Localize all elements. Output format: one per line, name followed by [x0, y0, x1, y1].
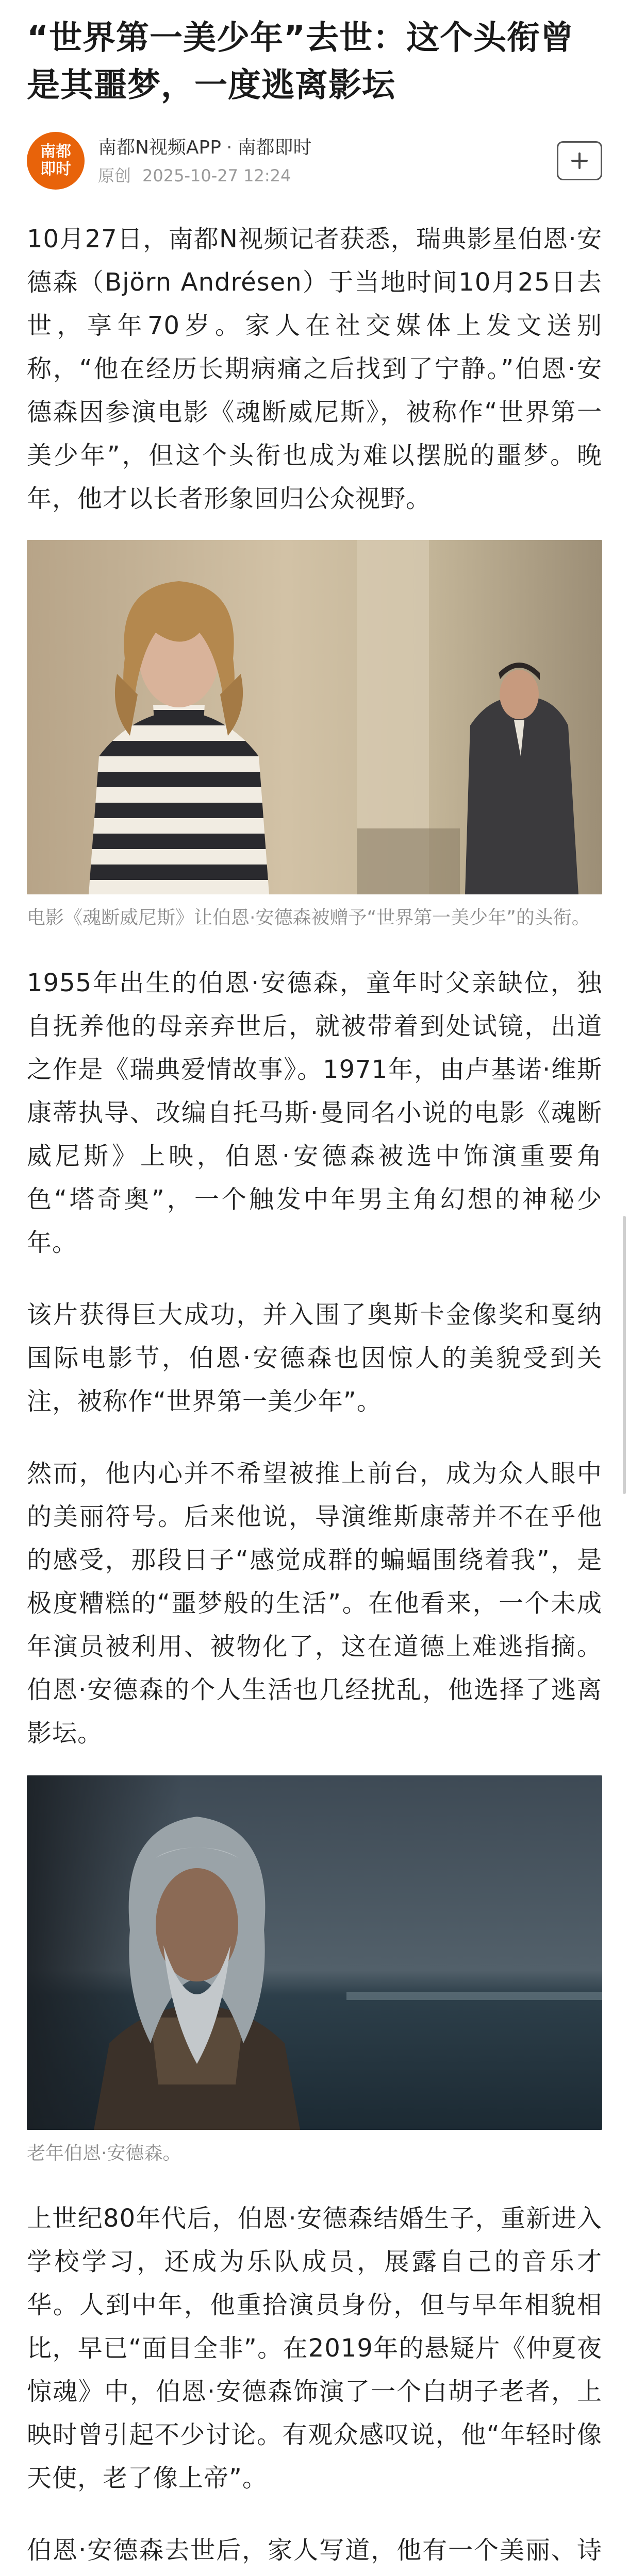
- original-tag: 原创: [98, 166, 131, 185]
- avatar-text-line1: 南都: [40, 143, 71, 161]
- scrollbar[interactable]: [623, 1216, 626, 1494]
- elderly-portrait-image: [27, 1775, 602, 2130]
- article-title: “世界第一美少年”去世：这个头衔曾是其噩梦，一度逃离影坛: [27, 19, 574, 105]
- publish-timestamp: 2025-10-27 12:24: [142, 166, 291, 185]
- paragraph-1: 10月27日，南都N视频记者获悉，瑞典影星伯恩·安德森（Björn Andrésen）于当地时间10月25日去世，享年70岁。家人在社交媒体上发文送别称，“他在经历长期病痛之后找到了宁静。”伯恩·安德森因参演电影《魂断威尼斯》，被称作“世界第一美少年”，但这个头衔也成为难以摆脱的噩梦。晚年，他才以长者形象回归公众视野。: [27, 225, 602, 513]
- plus-icon: [569, 150, 590, 171]
- image2-caption: 老年伯恩·安德森。: [27, 2143, 181, 2164]
- separator-dot: ·: [226, 137, 233, 158]
- paragraph-4: 然而，他内心并不希望被推上前台，成为众人眼中的美丽符号。后来他说，导演维斯康蒂并不在乎他的感受，那段日子“感觉成群的蝙蝠围绕着我”，是极度糟糕的“噩梦般的生活”。在他看来，一个未成年演员被利用、被物化了，这在道德上难逃指摘。伯恩·安德森的个人生活也几经扰乱，他选择了逃离影坛。: [27, 1459, 602, 1748]
- paragraph-6: 伯恩·安德森去世后，家人写道，他有一个美丽、诗: [27, 2536, 602, 2565]
- paragraph-3: 该片获得巨大成功，并入围了奥斯卡金像奖和戛纳国际电影节，伯恩·安德森也因惊人的美貌受到关注，被称作“世界第一美少年”。: [27, 1300, 602, 1416]
- author-channel: 南都即时: [237, 137, 312, 158]
- film-still-image: [27, 540, 602, 894]
- avatar[interactable]: [27, 132, 85, 190]
- paragraph-2: 1955年出生的伯恩·安德森，童年时父亲缺位，独自抚养他的母亲弃世后，就被带着到处试镜，出道之作是《瑞典爱情故事》。1971年，由卢基诺·维斯康蒂执导、改编自托马斯·曼同名小说的电影《魂断威尼斯》上映，伯恩·安德森被选中饰演重要角色“塔奇奥”，一个触发中年男主角幻想的神秘少年。: [27, 969, 602, 1257]
- image1-caption: 电影《魂断威尼斯》让伯恩·安德森被赠予“世界第一美少年”的头衔。: [27, 907, 590, 928]
- avatar-text-line2: 即时: [40, 160, 71, 178]
- author-meta: [98, 165, 557, 186]
- paragraph-5: 上世纪80年代后，伯恩·安德森结婚生子，重新进入学校学习，还成为乐队成员，展露自己的音乐才华。人到中年，他重拾演员身份，但与早年相貌相比，早已“面目全非”。在2019年的悬疑片《仲夏夜惊魂》中，伯恩·安德森饰演了一个白胡子老者，上映时曾引起不少讨论。有观众感叹说，他“年轻时像天使，老了像上帝”。: [27, 2204, 602, 2493]
- author-name[interactable]: 南都N视频APP: [98, 137, 221, 158]
- follow-button[interactable]: [557, 141, 602, 180]
- author-row: [27, 125, 602, 197]
- author-name-line: [98, 135, 557, 160]
- author-info: [98, 135, 557, 186]
